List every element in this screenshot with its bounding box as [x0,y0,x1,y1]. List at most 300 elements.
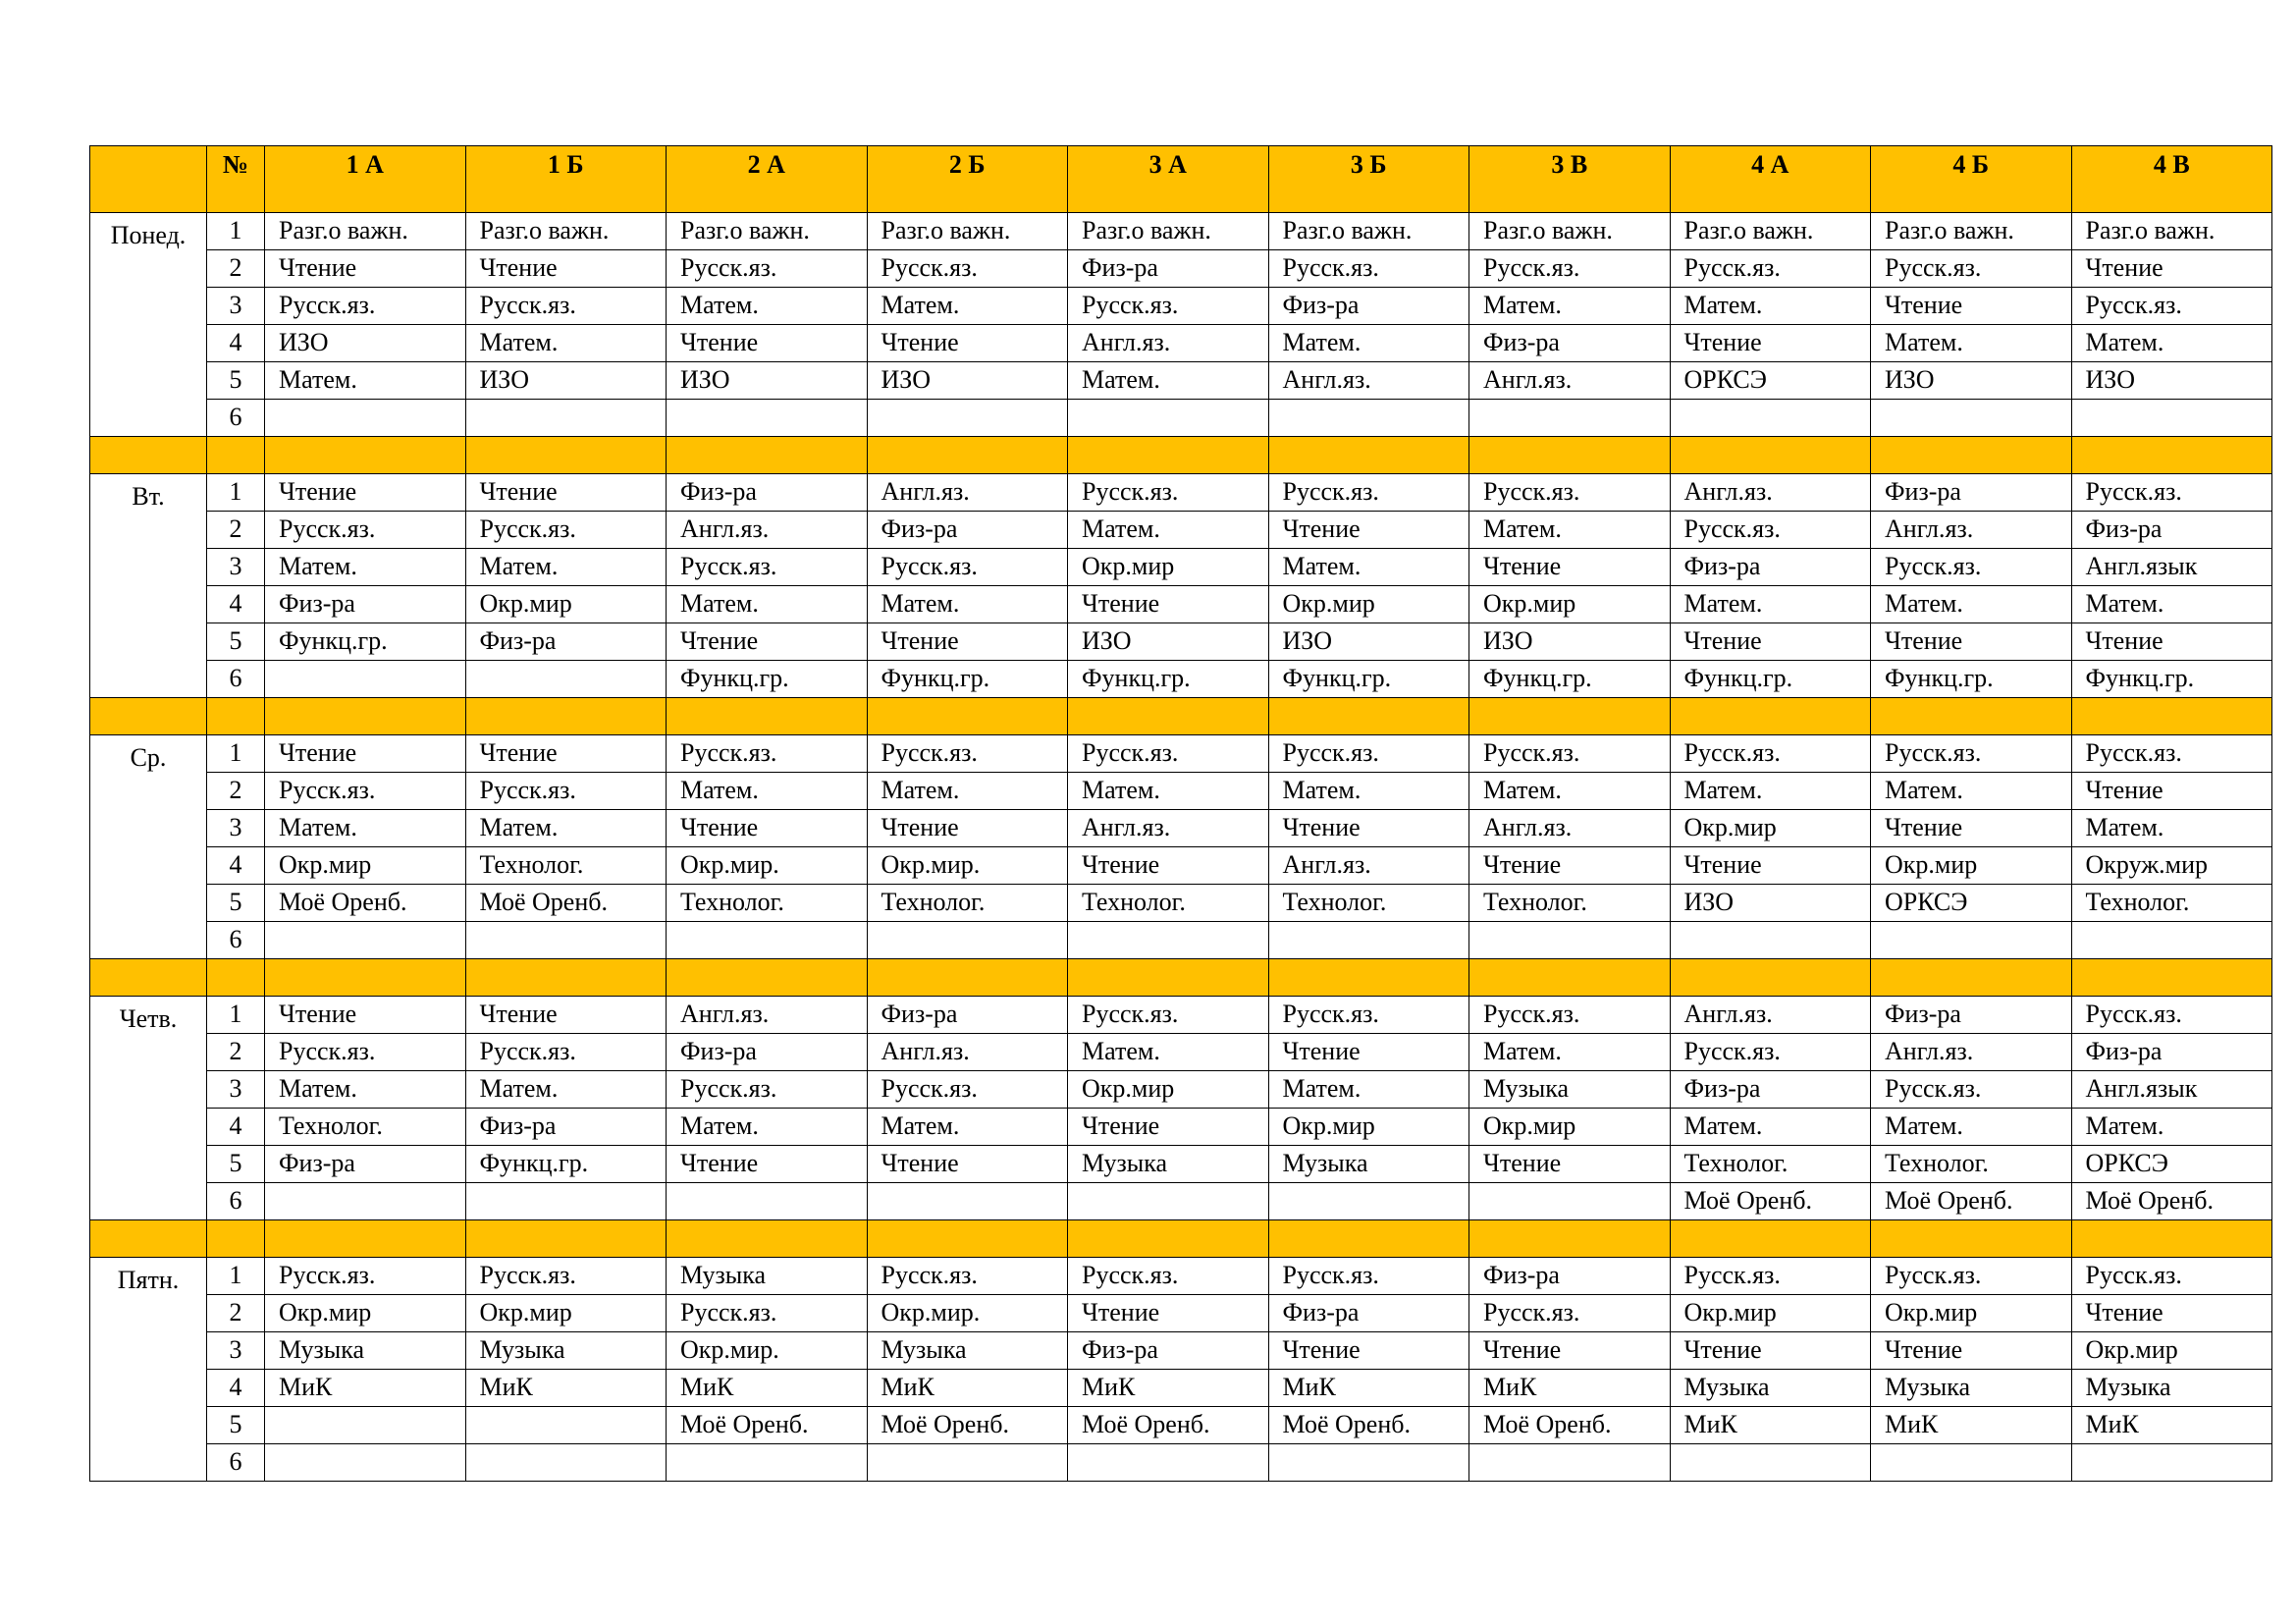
lesson-cell [1068,922,1269,959]
lesson-cell: Русск.яз. [667,250,868,288]
lesson-cell: Физ-ра [1068,250,1269,288]
lesson-cell: Русск.яз. [667,549,868,586]
separator-cell [867,437,1068,474]
lesson-cell: Разг.о важн. [1268,213,1469,250]
lesson-row [90,250,2272,288]
lesson-cell: Матем. [667,288,868,325]
separator-cell [1068,698,1269,735]
lesson-number: 6 [207,661,265,698]
lesson-cell: Матем. [265,549,466,586]
lesson-cell: Чтение [1268,512,1469,549]
separator-cell [265,959,466,997]
lesson-cell: Окр.мир. [867,1295,1068,1332]
class-header: 4 В [2071,146,2272,213]
lesson-cell: Разг.о важн. [1670,213,1871,250]
lesson-cell: Русск.яз. [1268,735,1469,773]
separator-cell [1670,437,1871,474]
lesson-cell [1469,1183,1671,1220]
lesson-cell: Окр.мир. [667,1332,868,1370]
lesson-cell: ИЗО [1469,623,1671,661]
lesson-row [90,1332,2272,1370]
lesson-cell: Русск.яз. [465,288,667,325]
lesson-cell: Моё Оренб. [265,885,466,922]
lesson-cell: Физ-ра [1469,1258,1671,1295]
lesson-cell: Музыка [1068,1146,1269,1183]
lesson-cell: МиК [1871,1407,2072,1444]
lesson-cell: Матем. [667,1109,868,1146]
lesson-cell: ИЗО [465,362,667,400]
day-name: Ср. [90,735,207,959]
lesson-row [90,288,2272,325]
lesson-cell: Матем. [1068,1034,1269,1071]
lesson-number: 5 [207,362,265,400]
lesson-cell: Физ-ра [1268,288,1469,325]
lesson-number: 3 [207,1071,265,1109]
lesson-cell: Музыка [1871,1370,2072,1407]
lesson-cell: Матем. [1469,1034,1671,1071]
lesson-cell [1871,922,2072,959]
lesson-cell: Англ.яз. [1469,362,1671,400]
lesson-cell: Англ.яз. [1871,512,2072,549]
lesson-cell: Чтение [867,325,1068,362]
lesson-cell: Матем. [1469,288,1671,325]
lesson-cell: Русск.яз. [1268,250,1469,288]
lesson-cell: Окр.мир [1670,810,1871,847]
lesson-cell: Матем. [2071,586,2272,623]
lesson-cell: Русск.яз. [2071,288,2272,325]
lesson-cell: Технолог. [867,885,1068,922]
lesson-cell: Физ-ра [1670,549,1871,586]
lesson-row [90,623,2272,661]
lesson-row [90,325,2272,362]
class-header: 1 Б [465,146,667,213]
separator-cell [265,1220,466,1258]
lesson-cell: Физ-ра [867,997,1068,1034]
lesson-number: 5 [207,1407,265,1444]
lesson-cell: Окр.мир [1268,1109,1469,1146]
schedule-table [89,145,2272,1482]
lesson-number: 4 [207,586,265,623]
corner-cell [90,146,207,213]
lesson-row [90,773,2272,810]
lesson-cell: Окр.мир [1871,847,2072,885]
lesson-cell: Матем. [1068,773,1269,810]
header-row [90,146,2272,213]
lesson-cell: Матем. [1871,773,2072,810]
lesson-cell: Матем. [867,773,1068,810]
lesson-cell: Чтение [1068,1295,1269,1332]
lesson-number: 2 [207,773,265,810]
lesson-number: 3 [207,810,265,847]
separator-cell [207,1220,265,1258]
lesson-cell: Русск.яз. [465,773,667,810]
lesson-number: 6 [207,922,265,959]
lesson-cell [1871,1444,2072,1482]
lesson-cell: Матем. [1068,362,1269,400]
lesson-cell: Окр.мир [2071,1332,2272,1370]
lesson-cell: МиК [1068,1370,1269,1407]
separator-cell [667,437,868,474]
lesson-cell: Русск.яз. [265,512,466,549]
lesson-cell: Окр.мир [465,586,667,623]
lesson-cell: ИЗО [667,362,868,400]
lesson-cell [265,922,466,959]
separator-cell [1068,437,1269,474]
lesson-cell: Русск.яз. [867,549,1068,586]
lesson-row [90,213,2272,250]
lesson-cell: Технолог. [1871,1146,2072,1183]
lesson-cell: Англ.яз. [1068,325,1269,362]
separator-cell [465,437,667,474]
lesson-cell: Русск.яз. [1871,1071,2072,1109]
lesson-row [90,997,2272,1034]
lesson-number: 4 [207,1370,265,1407]
lesson-cell: Музыка [1268,1146,1469,1183]
lesson-cell: Моё Оренб. [667,1407,868,1444]
lesson-cell: Русск.яз. [1670,250,1871,288]
lesson-number: 2 [207,250,265,288]
lesson-cell: МиК [867,1370,1068,1407]
lesson-cell: Физ-ра [265,1146,466,1183]
lesson-cell: Чтение [265,997,466,1034]
lesson-cell: Русск.яз. [2071,735,2272,773]
separator-cell [90,959,207,997]
lesson-cell [1268,922,1469,959]
lesson-cell: ИЗО [2071,362,2272,400]
lesson-cell: Чтение [465,997,667,1034]
lesson-cell [265,1183,466,1220]
separator-cell [867,698,1068,735]
lesson-cell: Русск.яз. [667,735,868,773]
lesson-cell: Физ-ра [465,1109,667,1146]
separator-cell [207,698,265,735]
lesson-cell: Окр.мир. [867,847,1068,885]
lesson-number: 1 [207,474,265,512]
separator-cell [867,1220,1068,1258]
lesson-cell: Англ.яз. [1268,847,1469,885]
lesson-cell: Англ.яз. [1068,810,1269,847]
lesson-cell: Окр.мир [265,847,466,885]
lesson-cell: Русск.яз. [867,735,1068,773]
lesson-number: 3 [207,1332,265,1370]
lesson-number: 4 [207,847,265,885]
lesson-cell: Матем. [265,810,466,847]
lesson-cell: Англ.яз. [1268,362,1469,400]
separator-cell [90,698,207,735]
separator-cell [1068,959,1269,997]
lesson-cell: Моё Оренб. [465,885,667,922]
lesson-cell: Матем. [1268,773,1469,810]
lesson-cell [465,1183,667,1220]
separator-cell [1871,437,2072,474]
lesson-number: 4 [207,325,265,362]
lesson-cell: Чтение [465,250,667,288]
day-separator [90,437,2272,474]
lesson-cell: Функц.гр. [1469,661,1671,698]
lesson-cell: Чтение [1469,549,1671,586]
separator-cell [90,1220,207,1258]
separator-cell [265,437,466,474]
lesson-cell: Матем. [1871,325,2072,362]
lesson-number: 1 [207,997,265,1034]
separator-cell [667,698,868,735]
lesson-cell: Русск.яз. [667,1295,868,1332]
lesson-row [90,1407,2272,1444]
lesson-cell: Англ.яз. [1670,474,1871,512]
lesson-cell: Физ-ра [1871,474,2072,512]
lesson-cell: Музыка [465,1332,667,1370]
lesson-cell: Разг.о важн. [867,213,1068,250]
lesson-cell: Русск.яз. [867,250,1068,288]
lesson-number: 2 [207,512,265,549]
lesson-cell: Матем. [1670,773,1871,810]
separator-cell [90,437,207,474]
day-name: Понед. [90,213,207,437]
lesson-cell: Моё Оренб. [2071,1183,2272,1220]
lesson-cell [1469,1444,1671,1482]
separator-cell [465,959,667,997]
lesson-cell: Русск.яз. [1068,997,1269,1034]
lesson-cell: Технолог. [667,885,868,922]
lesson-cell: Физ-ра [667,1034,868,1071]
lesson-cell: Матем. [1268,325,1469,362]
separator-cell [1268,698,1469,735]
lesson-cell: Чтение [1670,325,1871,362]
lesson-cell: Матем. [1670,288,1871,325]
lesson-cell: Матем. [265,362,466,400]
lesson-row [90,885,2272,922]
lesson-cell [1469,922,1671,959]
lesson-cell: Чтение [667,623,868,661]
lesson-cell: Чтение [1871,623,2072,661]
lesson-cell: Окр.мир [1670,1295,1871,1332]
lesson-cell: Чтение [667,325,868,362]
lesson-row [90,512,2272,549]
lesson-cell: Чтение [1469,847,1671,885]
day-separator [90,698,2272,735]
separator-cell [2071,1220,2272,1258]
lesson-cell: Матем. [867,1109,1068,1146]
lesson-cell: Матем. [1068,512,1269,549]
class-header: 2 Б [867,146,1068,213]
lesson-cell: Чтение [465,474,667,512]
lesson-row [90,810,2272,847]
lesson-cell [265,1407,466,1444]
lesson-cell: Чтение [667,810,868,847]
lesson-cell: Чтение [1871,1332,2072,1370]
schedule-body [90,213,2272,1482]
lesson-cell [465,661,667,698]
lesson-cell: Англ.яз. [867,1034,1068,1071]
lesson-cell: Разг.о важн. [1871,213,2072,250]
lesson-cell: Русск.яз. [1268,1258,1469,1295]
lesson-number: 6 [207,400,265,437]
lesson-cell: Русск.яз. [1670,735,1871,773]
lesson-row [90,847,2272,885]
lesson-row [90,1034,2272,1071]
lesson-cell: Чтение [265,735,466,773]
lesson-cell: Музыка [2071,1370,2272,1407]
lesson-cell: Русск.яз. [2071,474,2272,512]
separator-cell [1871,959,2072,997]
lesson-cell [265,1444,466,1482]
lesson-cell: Моё Оренб. [1670,1183,1871,1220]
lesson-cell [1871,400,2072,437]
lesson-cell: Технолог. [1068,885,1269,922]
lesson-cell: Окр.мир. [667,847,868,885]
separator-cell [667,959,868,997]
lesson-cell: Музыка [667,1258,868,1295]
lesson-cell: Технолог. [2071,885,2272,922]
lesson-cell: Функц.гр. [1670,661,1871,698]
lesson-cell: Англ.яз. [867,474,1068,512]
num-header: № [207,146,265,213]
lesson-cell: Русск.яз. [1670,512,1871,549]
lesson-row [90,922,2272,959]
lesson-cell [1068,1444,1269,1482]
lesson-cell: Чтение [265,474,466,512]
class-header: 1 А [265,146,466,213]
lesson-cell: Разг.о важн. [265,213,466,250]
lesson-number: 1 [207,1258,265,1295]
lesson-cell [667,400,868,437]
lesson-cell: Физ-ра [1268,1295,1469,1332]
lesson-cell [265,400,466,437]
lesson-cell: Чтение [867,623,1068,661]
lesson-cell: Физ-ра [265,586,466,623]
lesson-cell [1670,922,1871,959]
lesson-cell [1268,400,1469,437]
lesson-cell: Чтение [2071,623,2272,661]
separator-cell [1068,1220,1269,1258]
lesson-cell: Музыка [1670,1370,1871,1407]
lesson-cell: Технолог. [265,1109,466,1146]
lesson-cell: Русск.яз. [465,512,667,549]
lesson-cell: Матем. [465,325,667,362]
lesson-row [90,362,2272,400]
separator-cell [1469,698,1671,735]
separator-cell [207,959,265,997]
lesson-cell: Окр.мир [1068,1071,1269,1109]
lesson-cell: Чтение [1871,288,2072,325]
class-header: 3 Б [1268,146,1469,213]
lesson-cell: Русск.яз. [867,1071,1068,1109]
lesson-cell: Русск.яз. [2071,997,2272,1034]
lesson-cell: Чтение [265,250,466,288]
lesson-cell: ИЗО [1871,362,2072,400]
lesson-cell: Русск.яз. [1268,474,1469,512]
lesson-cell: Технолог. [1469,885,1671,922]
lesson-cell [867,1183,1068,1220]
lesson-cell: Русск.яз. [1670,1034,1871,1071]
lesson-row [90,400,2272,437]
lesson-cell: Чтение [465,735,667,773]
separator-cell [1670,698,1871,735]
lesson-row [90,1183,2272,1220]
lesson-cell: Русск.яз. [1068,735,1269,773]
lesson-cell: Матем. [867,288,1068,325]
lesson-cell: Матем. [1670,1109,1871,1146]
lesson-cell: МиК [2071,1407,2272,1444]
lesson-cell: Русск.яз. [1469,997,1671,1034]
lesson-cell: Англ.яз. [667,512,868,549]
lesson-cell: Англ.яз. [1469,810,1671,847]
lesson-cell: Чтение [1268,1034,1469,1071]
lesson-cell: Русск.яз. [1871,1258,2072,1295]
lesson-cell: МиК [1469,1370,1671,1407]
lesson-cell: ОРКСЭ [2071,1146,2272,1183]
lesson-cell: Чтение [1670,623,1871,661]
lesson-cell: Окр.мир [465,1295,667,1332]
lesson-cell: Русск.яз. [1068,474,1269,512]
lesson-cell: Разг.о важн. [2071,213,2272,250]
lesson-cell: Функц.гр. [1268,661,1469,698]
lesson-cell: Чтение [1068,847,1269,885]
lesson-cell: Русск.яз. [1469,474,1671,512]
lesson-cell: ИЗО [1670,885,1871,922]
lesson-cell: Англ.язык [2071,549,2272,586]
lesson-number: 5 [207,1146,265,1183]
lesson-cell [465,922,667,959]
lesson-row [90,1295,2272,1332]
lesson-cell: Музыка [265,1332,466,1370]
lesson-cell: Функц.гр. [1068,661,1269,698]
lesson-cell: Русск.яз. [667,1071,868,1109]
lesson-cell: Окр.мир [1268,586,1469,623]
lesson-cell [2071,922,2272,959]
lesson-cell: Матем. [667,773,868,810]
lesson-cell: Функц.гр. [867,661,1068,698]
lesson-cell: Русск.яз. [265,1034,466,1071]
day-name: Пятн. [90,1258,207,1482]
lesson-cell [465,1407,667,1444]
class-header: 3 А [1068,146,1269,213]
lesson-row [90,586,2272,623]
lesson-cell: Окр.мир [1469,586,1671,623]
lesson-cell: Моё Оренб. [1871,1183,2072,1220]
lesson-cell [465,1444,667,1482]
lesson-cell: ИЗО [1068,623,1269,661]
lesson-cell: Чтение [2071,250,2272,288]
separator-cell [1268,959,1469,997]
lesson-cell: МиК [265,1370,466,1407]
lesson-cell: Функц.гр. [2071,661,2272,698]
lesson-cell: МиК [667,1370,868,1407]
class-header: 4 Б [1871,146,2072,213]
lesson-cell: Моё Оренб. [1268,1407,1469,1444]
lesson-cell: Окр.мир [1871,1295,2072,1332]
lesson-cell: Разг.о важн. [465,213,667,250]
lesson-cell: Русск.яз. [265,1258,466,1295]
lesson-cell: Матем. [465,810,667,847]
lesson-cell [667,922,868,959]
lesson-cell: Матем. [2071,1109,2272,1146]
lesson-cell: Разг.о важн. [667,213,868,250]
lesson-cell: Разг.о важн. [1068,213,1269,250]
day-separator [90,1220,2272,1258]
lesson-cell: Чтение [1670,847,1871,885]
lesson-cell: Функц.гр. [667,661,868,698]
separator-cell [667,1220,868,1258]
lesson-row [90,661,2272,698]
separator-cell [867,959,1068,997]
lesson-cell: Матем. [2071,325,2272,362]
lesson-cell [867,1444,1068,1482]
lesson-cell: Русск.яз. [2071,1258,2272,1295]
lesson-cell [667,1444,868,1482]
lesson-number: 2 [207,1034,265,1071]
lesson-cell: МиК [1670,1407,1871,1444]
